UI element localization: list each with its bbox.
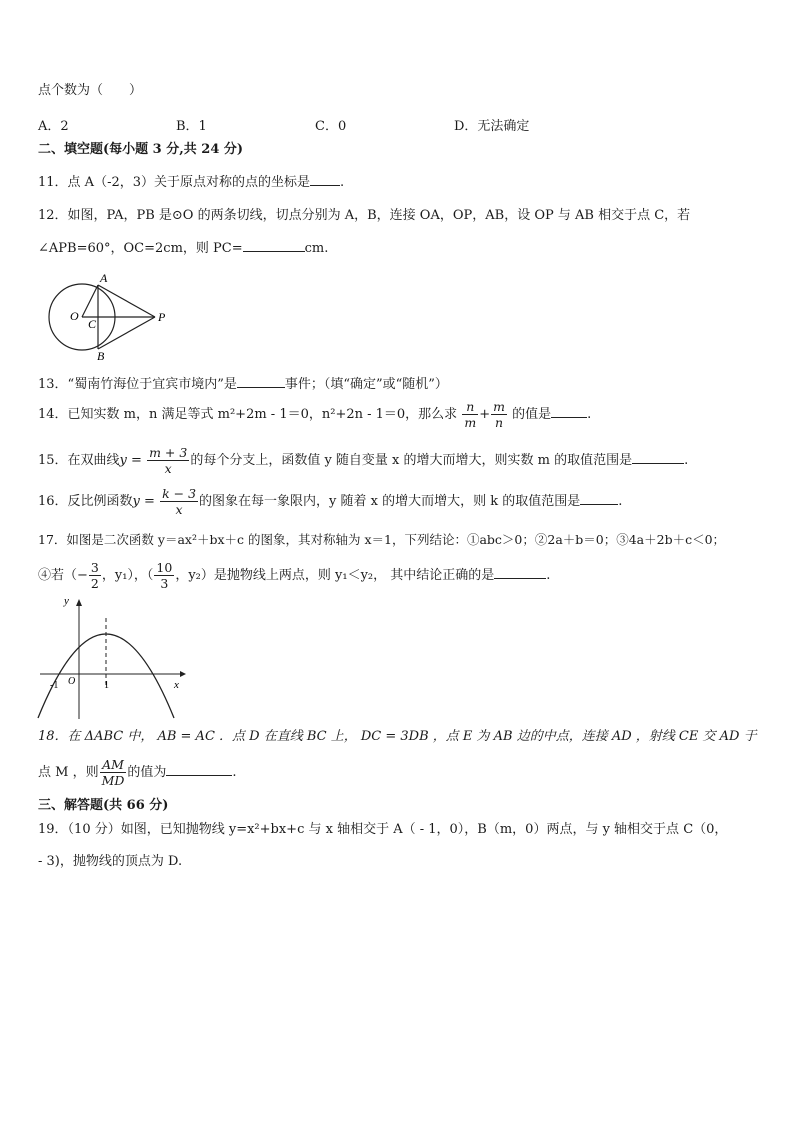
q14-end: 的值是	[512, 407, 552, 422]
q17-period: .	[546, 568, 551, 583]
q14-fraction-n-over-m	[462, 399, 478, 430]
segment-oa	[82, 285, 98, 317]
label-neg1: -1	[50, 680, 59, 691]
label-c: C	[88, 317, 97, 331]
label-origin: O	[68, 676, 76, 687]
q17-f1-den: 2	[90, 576, 99, 591]
label-p: P	[158, 310, 166, 324]
x-axis-arrow	[180, 671, 186, 677]
q16-num: k − 3	[162, 486, 197, 501]
label-b: B	[97, 349, 105, 362]
q17-line1: 17．如图是二次函数 y＝ax²＋bx＋c 的图象，其对称轴为 x＝1，下列结论：①abc＞0；②2a＋b＝0；③4a＋2b＋c＜0；	[38, 532, 726, 547]
q10-option-d[interactable]: D．无法确定	[454, 119, 530, 134]
q16-y: y	[132, 494, 140, 509]
q11-answer-blank[interactable]	[310, 172, 340, 186]
label-o: O	[70, 309, 79, 323]
q16-period: .	[618, 494, 623, 509]
q14-plus: +	[479, 407, 491, 422]
q16-text-b: 的图象在每一象限内，y 随着 x 的增大而增大，则 k 的取值范围是	[199, 494, 581, 509]
q14-f1-num: n	[462, 399, 478, 415]
q14-f2-num: m	[493, 399, 505, 414]
q10-tail: 点个数为（ ）	[38, 83, 143, 98]
tangent-pa	[98, 285, 155, 317]
q18-text-a: 点 M ，则	[38, 765, 99, 780]
q12-unit: cm.	[304, 241, 329, 256]
q18-answer-blank[interactable]	[166, 762, 232, 776]
q17-f2-den: 3	[160, 576, 169, 591]
q16-den: x	[175, 502, 183, 517]
q15-text-a: 15．在双曲线	[38, 453, 120, 468]
q16-text-a: 16．反比例函数	[38, 494, 133, 509]
q15-period: .	[684, 453, 689, 468]
q14-period: .	[587, 407, 592, 422]
q12-line2	[38, 238, 328, 258]
question-15	[38, 445, 688, 476]
q19-line1: 19．（10 分）如图，已知抛物线 y=x²+bx+c 与 x 轴相交于 A（ - 1，0），B（m，0）两点，与 y 轴相交于点 C（0，	[38, 822, 728, 837]
y-axis-arrow	[76, 599, 82, 606]
section3-heading: 三、解答题(共 66 分)	[38, 798, 169, 813]
q18-den: MD	[101, 773, 125, 788]
q19-line2: - 3)，抛物线的顶点为 D.	[38, 854, 183, 869]
q13-end: 事件；（填“确定”或“随机”）	[284, 377, 448, 392]
q13-text: 13．“蜀南竹海位于宜宾市境内”是	[38, 377, 237, 392]
q18-line1: 18．在 ΔABC 中， AB = AC ．点 D 在直线 BC 上， DC = 3DB ，点 E 为 AB 边的中点，连接 AD ，射线 CE 交 AD 于	[38, 729, 757, 744]
q17-y2: ，y₂）是抛物线上两点，则 y₁＜y₂， 其中结论正确的是	[175, 568, 495, 583]
q12-line1: 12．如图，PA，PB 是⊙O 的两条切线，切点分别为 A，B，连接 OA，OP，AB，设 OP 与 AB 相交于点 C，若	[38, 208, 691, 223]
q16-eq: =	[139, 494, 160, 509]
q17-p4: ④若（−	[38, 568, 88, 583]
q17-fraction-10-3	[154, 560, 174, 591]
tangent-pb	[98, 317, 155, 349]
q18-line2	[38, 757, 237, 788]
q18-period: .	[232, 765, 237, 780]
q12-line2-text: ∠APB=60°，OC=2cm，则 PC=	[38, 241, 243, 256]
q18-fraction	[100, 757, 127, 788]
q17-line2	[38, 560, 550, 591]
q15-eq: =	[126, 453, 147, 468]
label-y: y	[64, 596, 69, 607]
q10-option-b[interactable]: B．1	[176, 119, 207, 134]
q16-fraction	[160, 486, 198, 517]
q15-fraction	[147, 445, 189, 476]
q17-f2-num: 10	[156, 560, 173, 575]
q11-text: 11．点 A（-2，3）关于原点对称的点的坐标是	[38, 175, 310, 190]
q15-answer-blank[interactable]	[632, 450, 684, 464]
q18-text-b: 的值为	[127, 765, 167, 780]
question-16	[38, 486, 622, 517]
q14-answer-blank[interactable]	[551, 404, 587, 418]
question-11	[38, 172, 344, 192]
q12-answer-blank[interactable]	[243, 238, 305, 252]
q14-f2-den: n	[494, 415, 504, 430]
q14-f1-den: m	[464, 415, 477, 430]
q15-den: x	[164, 461, 172, 476]
question-14	[38, 399, 591, 430]
question-13	[38, 374, 448, 394]
q17-y1: ，y₁），（	[101, 568, 154, 583]
q17-answer-blank[interactable]	[494, 565, 546, 579]
label-x: x	[174, 679, 179, 691]
q17-figure	[34, 596, 194, 722]
q10-option-a[interactable]: A．2	[38, 119, 69, 134]
section2-heading: 二、填空题(每小题 3 分,共 24 分)	[38, 142, 244, 157]
q17-f1-num: 3	[90, 560, 99, 575]
q18-num: AM	[100, 757, 127, 773]
q12-figure	[42, 270, 177, 362]
q16-answer-blank[interactable]	[580, 491, 618, 505]
label-one: 1	[104, 680, 109, 691]
q17-fraction-3-2	[89, 560, 101, 591]
q14-text: 14．已知实数 m，n 满足等式 m²+2m - 1＝0，n²+2n - 1＝0，那么求	[38, 407, 458, 422]
q11-end: .	[340, 175, 345, 190]
label-a: A	[100, 271, 108, 285]
q15-text-b: 的每个分支上，函数值 y 随自变量 x 的增大而增大，则实数 m 的取值范围是	[190, 453, 633, 468]
q14-fraction-m-over-n	[491, 399, 507, 430]
q13-answer-blank[interactable]	[237, 374, 285, 388]
q10-option-c[interactable]: C．0	[315, 119, 347, 134]
q15-num: m + 3	[149, 445, 188, 460]
q15-y: y	[119, 453, 127, 468]
